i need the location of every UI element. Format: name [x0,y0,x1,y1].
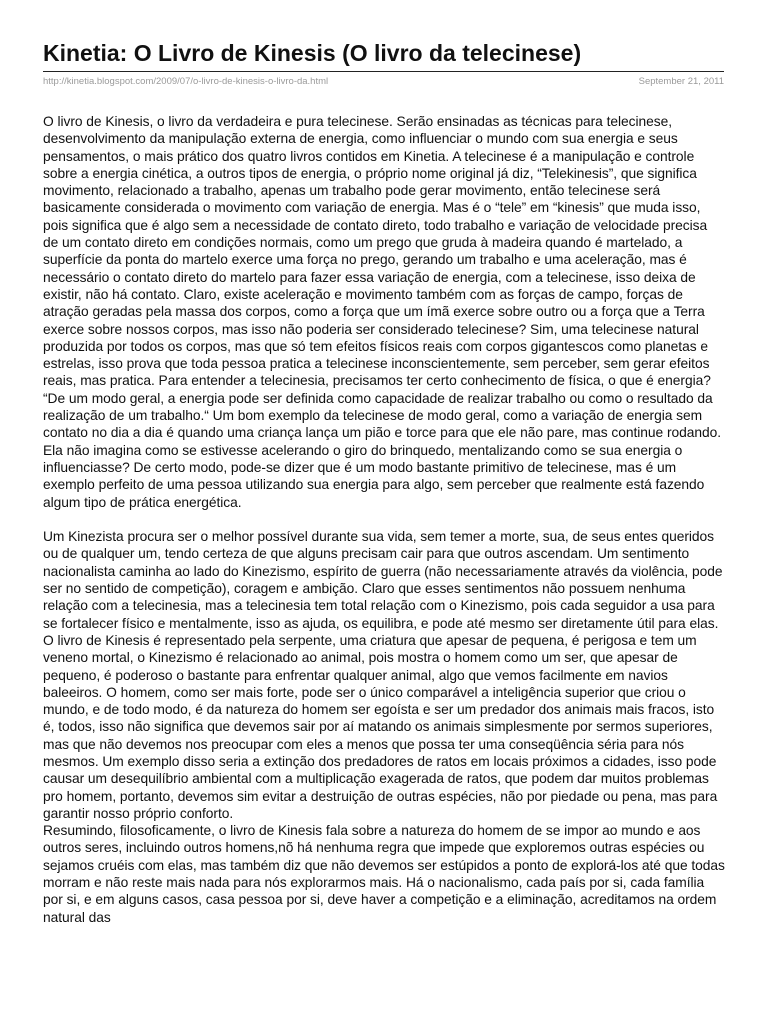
article-body [43,113,725,926]
page-title: Kinetia: O Livro de Kinesis (O livro da telecinese) [43,40,582,66]
publish-date: September 21, 2011 [638,76,724,87]
paragraph-3: Resumindo, filosoficamente, o livro de Kinesis fala sobre a natureza do homem de se impor ao mundo e aos outros seres, incluindo outros homens,nõ há nenhuma regra que impede que exploremos outras espécies ou sejamos cruéis com elas, mas também diz que não devemos ser estúpidos a ponto de explorá-los até que todas morram e não reste mais nada para nós explorarmos mais. Há o nacionalismo, cada país por si, cada família por si, e em alguns casos, casa pessoa por si, deve haver a competição e a eliminação, acreditamos na ordem natural das [43,823,725,925]
source-url: http://kinetia.blogspot.com/2009/07/o-livro-de-kinesis-o-livro-da.html [43,76,329,87]
title-divider [43,71,724,72]
paragraph-1: O livro de Kinesis, o livro da verdadeira e pura telecinese. Serão ensinadas as técnicas para telecinese, desenvolvimento da manipulação externa de energia, como influenciar o mundo com sua energia e seus pensamentos, o mais prático dos quatro livros contidos em Kinetia. A telecinese é a manipulação e controle sobre a energia cinética, a outros tipos de energia, o próprio nome original já diz, “Telekinesis”, que significa movimento, relacionado a trabalho, apenas um trabalho pode gerar movimento, então telecinese será basicamente considerada o movimento com variação de energia. Mas é o “tele” em “kinesis” que muda isso, pois significa que é algo sem a necessidade de contato direto, todo trabalho e variação de velocidade precisa de um contato direto em condições normais, como um prego que gruda à madeira quando é martelado, a superfície da ponta do martelo exerce uma força no prego, gerando um trabalho e uma aceleração, mas é necessário o contato direto do martelo para fazer essa variação de energia, com a telecinese, isso deixa de existir, não há contato. Claro, existe aceleração e movimento também com as forças de campo, forças de atração geradas pela massa dos corpos, como a força que um ímã exerce sobre outro ou a força que a Terra exerce sobre nossos corpos, mas isso não poderia ser considerado telecinese? Sim, uma telecinese natural produzida por todos os corpos, mas que só tem efeitos físicos reais com corpos gigantescos como planetas e estrelas, isso prova que toda pessoa pratica a telecinese inconscientemente, sem perceber, sem gerar efeitos reais, mas pratica. Para entender a telecinesia, precisamos ter certo conhecimento de física, o que é energia? “De um modo geral, a energia pode ser definida como capacidade de realizar trabalho ou como o resultado da realização de um trabalho.“ Um bom exemplo da telecinese de modo geral, como a variação de energia sem contato no dia a dia é quando uma criança lança um pião e torce para que ele não pare, mas continue rodando. Ela não imagina como se estivesse acelerando o giro do brinquedo, mentalizando como se sua energia o influenciasse? De certo modo, pode-se dizer que é um modo bastante primitivo de telecinese, mas é um exemplo perfeito de uma pessoa utilizando sua energia para algo, sem perceber que realmente está fazendo algum tipo de prática energética. [43,114,722,510]
paragraph-2: Um Kinezista procura ser o melhor possível durante sua vida, sem temer a morte, sua, de seus entes queridos ou de qualquer um, tendo certeza de que alguns precisam cair para que outros ascendam. Um sentimento nacionalista caminha ao lado do Kinezismo, espírito de guerra (não necessariamente através da violência, pode ser no sentido de competição), coragem e ambição. Claro que esses sentimentos não possuem nenhuma relação com a telecinesia, mas a telecinesia tem total relação com o Kinezismo, pois cada seguidor a usa para se fortalecer físico e mentalmente, isso as ajuda, os equilibra, e pode até mesmo ser diretamente útil para elas. O livro de Kinesis é representado pela serpente, uma criatura que apesar de pequena, é perigosa e tem um veneno mortal, o Kinezismo é relacionado ao animal, pois mostra o homem como um ser, que apesar de pequeno, é poderoso o bastante para enfrentar qualquer animal, algo que vemos facilmente em navios baleeiros. O homem, como ser mais forte, pode ser o único comparável a inteligência superior que criou o mundo, e de todo modo, é da natureza do homem ser egoísta e ser um predador dos animais mais fracos, isto é, todos, isso não significa que devemos sair por aí matando os animais simplesmente por sermos superiores, mas que não devemos nos preocupar com eles a menos que possa ter uma conseqüência séria para nós mesmos. Um exemplo disso seria a extinção dos predadores de ratos em locais próximos a cidades, isso pode causar um desequilíbrio ambiental com a multiplicação exagerada de ratos, que podem dar muitos problemas pro homem, portanto, devemos sim evitar a destruição de outras espécies, não por piedade ou pena, mas para garantir nosso próprio conforto. [43,529,723,821]
